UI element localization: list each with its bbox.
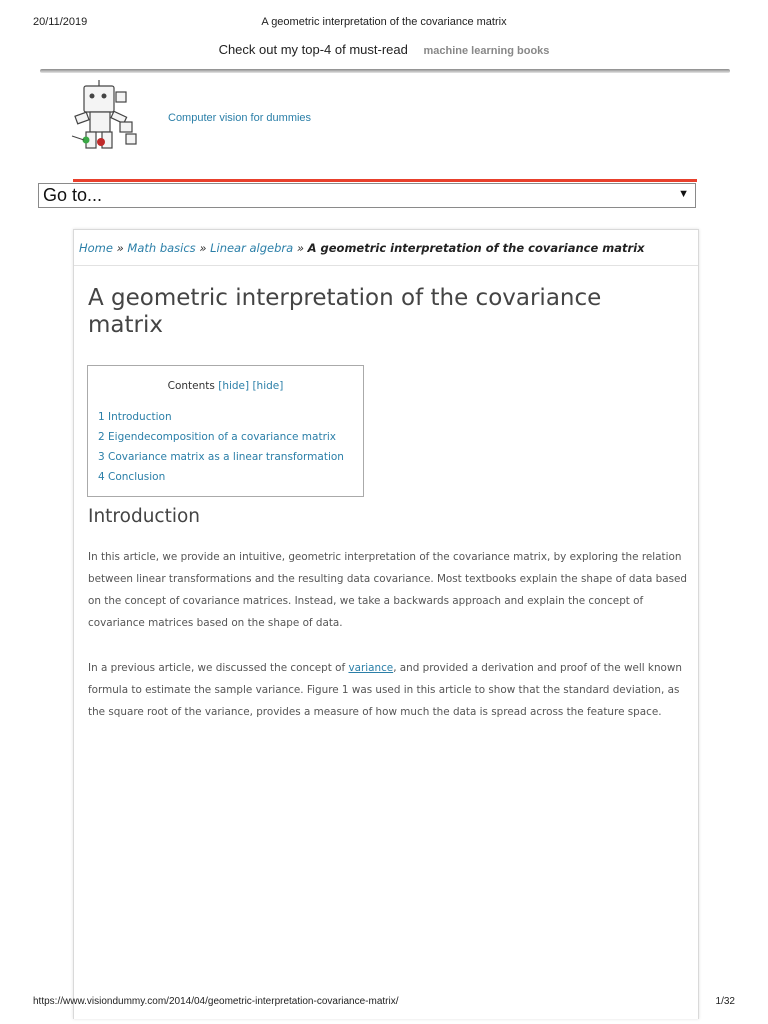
toc-header bbox=[88, 380, 363, 392]
page-title: A geometric interpretation of the covariance matrix bbox=[88, 285, 602, 338]
breadcrumb-linear-algebra[interactable]: Linear algebra bbox=[210, 241, 294, 255]
paragraph-text: , and provided a derivation and proof of the well known formula to estimate the sample variance. Figure 1 was used in this article to show that the standard deviation, as the square root of the variance, provides a measure of how much the data is spread across the feature space. bbox=[88, 662, 682, 718]
breadcrumb-current: A geometric interpretation of the covariance matrix bbox=[307, 241, 645, 255]
article-card bbox=[73, 229, 699, 1019]
toc-item-linear-transformation[interactable]: 3 Covariance matrix as a linear transformation bbox=[98, 451, 344, 463]
site-name[interactable]: Computer vision for dummies bbox=[168, 112, 312, 124]
toc-item-conclusion[interactable]: 4 Conclusion bbox=[98, 471, 166, 483]
promo-divider bbox=[40, 69, 730, 73]
toc-item-introduction[interactable]: 1 Introduction bbox=[98, 411, 172, 423]
goto-label: Go to... bbox=[43, 185, 103, 205]
section-heading-introduction: Introduction bbox=[88, 506, 201, 527]
breadcrumb-divider bbox=[74, 265, 698, 266]
toc-hide-toggle[interactable]: [hide] bbox=[218, 380, 250, 392]
breadcrumb bbox=[79, 241, 645, 255]
breadcrumb-separator: » bbox=[116, 241, 124, 255]
triangle-down-icon: ▼ bbox=[678, 188, 689, 200]
intro-paragraph-1: In this article, we provide an intuitive, geometric interpretation of the covariance matrix, by exploring the relation between linear transformations and the resulting data covariance. Most textbooks explain the shape of data based on the concept of covariance matrices. Instead, we take a backwards approach and explain the concept of covariance matrices based on the shape of data. bbox=[88, 551, 687, 629]
toc-label: Contents bbox=[167, 380, 215, 392]
breadcrumb-separator: » bbox=[296, 241, 304, 255]
print-url: https://www.visiondummy.com/2014/04/geometric-interpretation-covariance-matrix/ bbox=[33, 996, 399, 1007]
promo-banner bbox=[0, 42, 768, 57]
intro-paragraph-2 bbox=[88, 657, 688, 723]
table-of-contents bbox=[87, 365, 364, 497]
toc-item-eigendecomposition[interactable]: 2 Eigendecomposition of a covariance matrix bbox=[98, 431, 337, 443]
variance-link[interactable]: variance bbox=[348, 662, 394, 674]
paragraph-text: In a previous article, we discussed the concept of bbox=[88, 662, 349, 674]
print-title: A geometric interpretation of the covariance matrix bbox=[261, 16, 507, 28]
promo-text: Check out my top-4 of must-read bbox=[218, 42, 408, 57]
promo-link[interactable]: machine learning books bbox=[423, 45, 550, 57]
breadcrumb-separator: » bbox=[199, 241, 207, 255]
toc-hide-toggle[interactable]: [hide] bbox=[252, 380, 284, 392]
print-date: 20/11/2019 bbox=[33, 16, 88, 28]
breadcrumb-math-basics[interactable]: Math basics bbox=[127, 241, 196, 255]
robot-logo-icon[interactable] bbox=[70, 80, 150, 158]
goto-select[interactable] bbox=[38, 183, 696, 208]
print-page-number: 1/32 bbox=[715, 996, 735, 1007]
breadcrumb-home[interactable]: Home bbox=[79, 241, 113, 255]
nav-accent-bar bbox=[73, 179, 697, 182]
